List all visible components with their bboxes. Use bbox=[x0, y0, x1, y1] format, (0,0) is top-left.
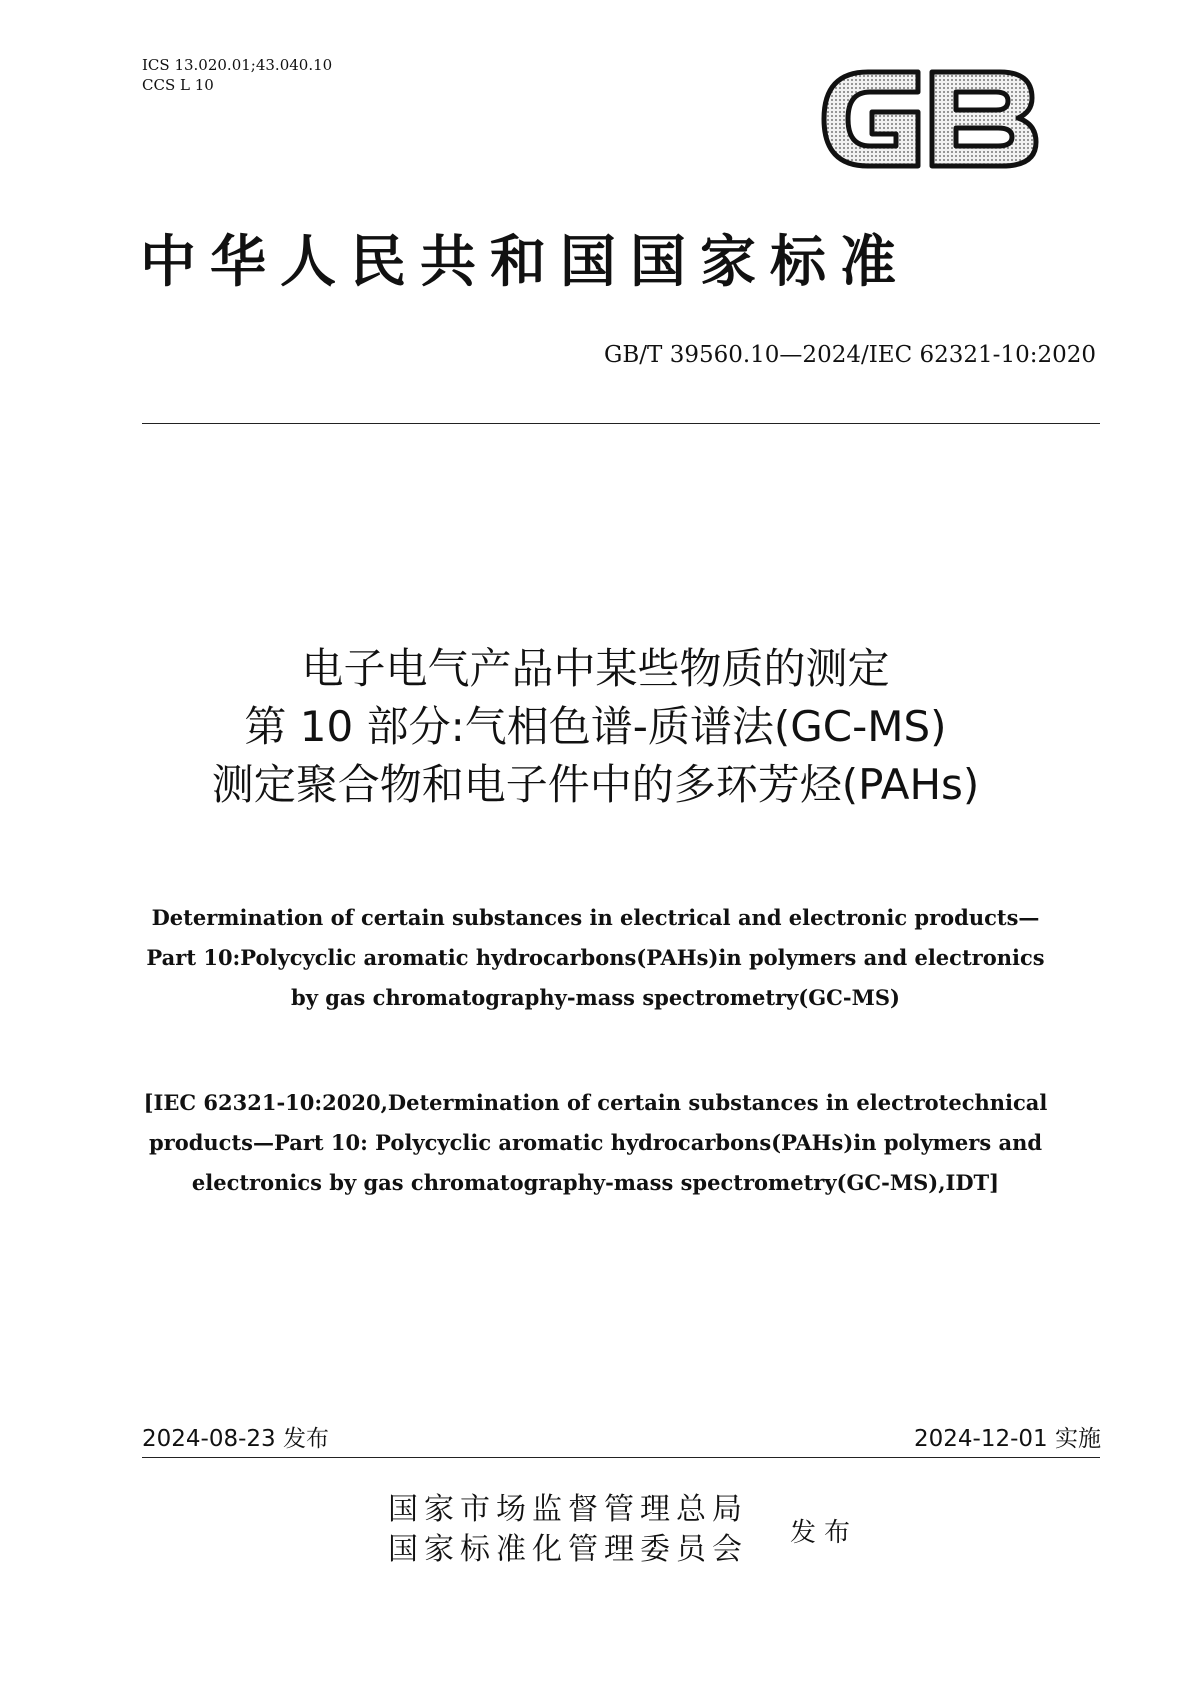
chinese-title-line-3: 测定聚合物和电子件中的多环芳烃(PAHs) bbox=[211, 760, 980, 809]
standard-number: GB/T 39560.10—2024/IEC 62321-10:2020 bbox=[604, 342, 1096, 368]
chinese-title bbox=[0, 640, 1191, 814]
issuer-sac: 国家标准化管理委员会 bbox=[388, 1532, 748, 1567]
issuing-authorities bbox=[388, 1490, 748, 1570]
english-title-line-3: by gas chromatography-mass spectrometry(GC-MS) bbox=[291, 985, 900, 1010]
english-title bbox=[0, 898, 1191, 1018]
english-title-line-2: Part 10:Polycyclic aromatic hydrocarbons(PAHs)in polymers and electronics bbox=[146, 945, 1045, 970]
iec-title-line-2: products—Part 10: Polycyclic aromatic hydrocarbons(PAHs)in polymers and bbox=[148, 1130, 1043, 1155]
bottom-divider bbox=[142, 1457, 1100, 1458]
chinese-title-line-1: 电子电气产品中某些物质的测定 bbox=[301, 644, 890, 693]
gb-logo-graphic bbox=[810, 58, 1045, 180]
issuer-samr: 国家市场监督管理总局 bbox=[388, 1492, 748, 1527]
top-divider bbox=[142, 423, 1100, 424]
publish-label: 发布 bbox=[790, 1518, 859, 1548]
issuing-country-standard-title: 中华人民共和国国家标准 bbox=[140, 230, 910, 295]
ics-code: ICS 13.020.01;43.040.10 bbox=[142, 56, 333, 74]
implementation-date: 2024-12-01 实施 bbox=[914, 1426, 1101, 1452]
iec-reference-title bbox=[0, 1083, 1191, 1203]
iec-title-line-1: [IEC 62321-10:2020,Determination of certain substances in electrotechnical bbox=[143, 1090, 1048, 1115]
gb-logo bbox=[810, 58, 1045, 180]
issue-date: 2024-08-23 发布 bbox=[142, 1426, 329, 1452]
english-title-line-1: Determination of certain substances in electrical and electronic products— bbox=[151, 905, 1040, 930]
chinese-title-line-2: 第 10 部分:气相色谱-质谱法(GC-MS) bbox=[244, 702, 947, 751]
ccs-code: CCS L 10 bbox=[142, 76, 214, 94]
iec-title-line-3: electronics by gas chromatography-mass spectrometry(GC-MS),IDT] bbox=[191, 1170, 1000, 1195]
classification-codes bbox=[142, 55, 332, 95]
